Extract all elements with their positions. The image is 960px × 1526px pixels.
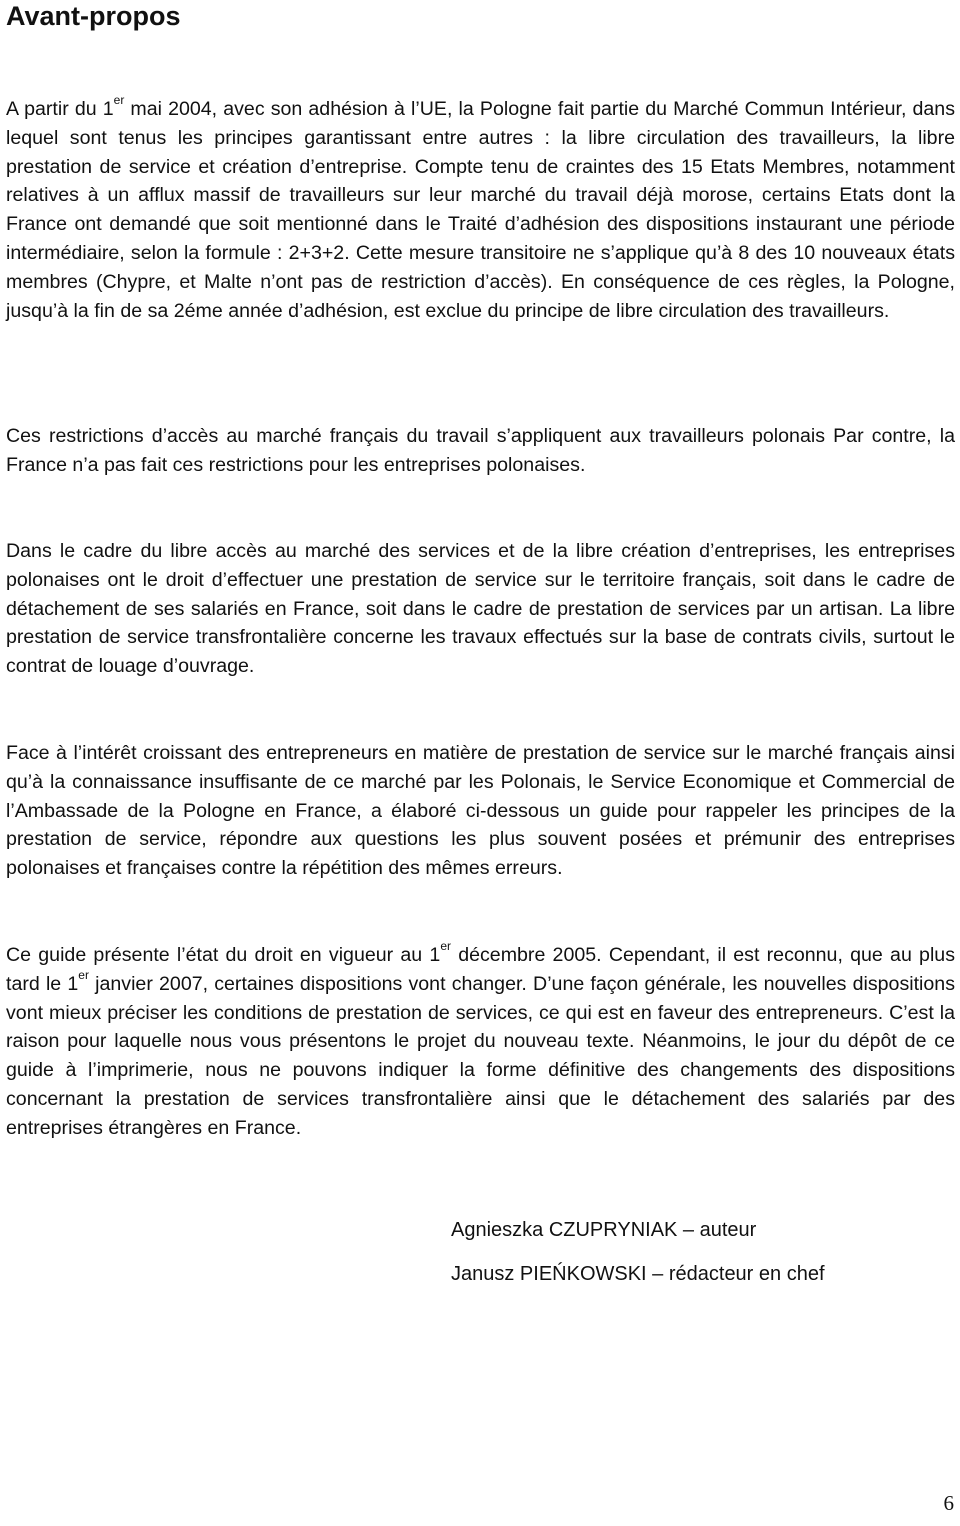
paragraph-accession: [6, 95, 955, 325]
signature-editor: Janusz PIEŃKOWSKI – rédacteur en chef: [451, 1263, 825, 1285]
paragraph-services: Dans le cadre du libre accès au marché des services et de la libre création d’entreprises, les entreprises polonaises ont le droit d’effectuer une prestation de service sur le territoire français, soit dans le cadre de détachement de ses salariés en France, soit dans le cadre de prestation de services par un artisan. La libre prestation de service transfrontalière concerne les travaux effectués sur la base de contrats civils, surtout le contrat de louage d’ouvrage.: [6, 540, 955, 678]
page-title: Avant-propos: [6, 1, 181, 31]
paragraph-legal-status: [6, 941, 955, 1143]
paragraph-legal-status-middle: décembre 2005. Cependant, il est reconnu, que au plus tard le 1: [6, 944, 956, 995]
paragraph-accession-start: A partir du 1: [6, 98, 114, 120]
paragraph-legal-status-end: janvier 2007, certaines dispositions vont changer. D’une façon générale, les nouvelles dispositions vont mieux préciser les conditions de prestation de services, ce qui est en faveur des entrepreneurs. C’est la raison pour laquelle nous vous présentons le projet du nouveau texte. Néanmoins, le jour du dépôt de ce guide à l’imprimerie, nous ne pouvons indiquer la forme définitive des changements des dispositions concernant la prestation de services transfrontalière ainsi que le détachement des salariés par des entreprises étrangères en France.: [6, 972, 955, 1139]
paragraph-guide-purpose: Face à l’intérêt croissant des entrepreneurs en matière de prestation de service sur le marché français ainsi qu’à la connaissance insuffisante de ce marché par les Polonais, le Service Economique et Commercial de l’Ambassade de la Pologne en France, a élaboré ci-dessous un guide pour rappeler les principes de la prestation de service, répondre aux questions les plus souvent posées et prémunir des entreprises polonaises et françaises contre la répétition des mêmes erreurs.: [6, 742, 955, 880]
ordinal-suffix: er: [440, 939, 451, 954]
signature-author: Agnieszka CZUPRYNIAK – auteur: [451, 1219, 757, 1241]
ordinal-suffix: er: [113, 93, 125, 108]
paragraph-legal-status-start: Ce guide présente l’état du droit en vigueur au 1: [6, 944, 441, 966]
ordinal-suffix: er: [78, 968, 89, 983]
paragraph-accession-rest: mai 2004, avec son adhésion à l’UE, la Pologne fait partie du Marché Commun Intérieur, dans lequel sont tenus les principes garantissant entre autres : la libre circulation des travailleurs, la libre prestation de service et création d’entreprise. Compte tenu de craintes des 15 Etats Membres, notamment relatives à un afflux massif de travailleurs sur leur marché du travail déjà morose, certains Etats dont la France ont demandé que soit mentionné dans le Traité d’adhésion des dispositions instaurant une période intermédiaire, selon la formule : 2+3+2. Cette mesure transitoire ne s’applique qu’à 8 des 10 nouveaux états membres (Chypre, et Malte n’ont pas de restriction d’accès). En conséquence de ces règles, la Pologne, jusqu’à la fin de sa 2éme année d’adhésion, est exclue du principe de libre circulation des travailleurs.: [6, 98, 955, 322]
page-number: 6: [943, 1491, 954, 1515]
paragraph-restrictions: Ces restrictions d’accès au marché français du travail s’appliquent aux travailleurs polonais Par contre, la France n’a pas fait ces restrictions pour les entreprises polonaises.: [6, 425, 955, 476]
